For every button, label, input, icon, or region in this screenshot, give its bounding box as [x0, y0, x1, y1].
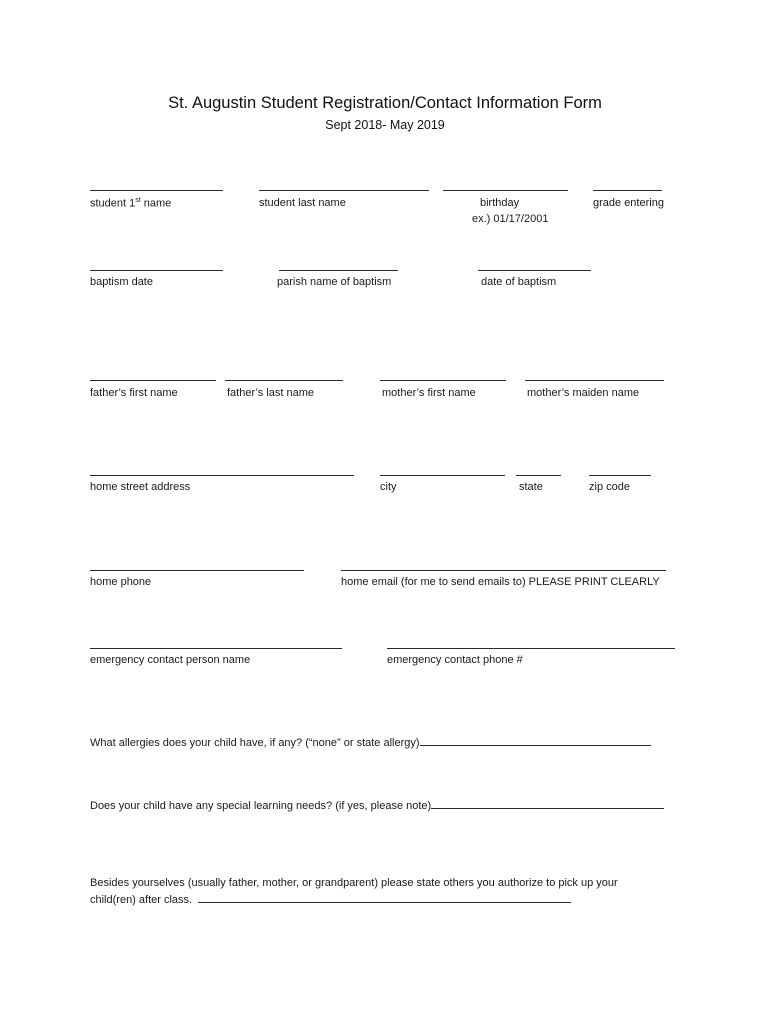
student-first-name-label-text: student 1 — [90, 197, 136, 210]
date-of-baptism-label: date of baptism — [481, 276, 557, 288]
parish-name-label: parish name of baptism — [277, 276, 392, 288]
allergies-answer-field[interactable] — [420, 734, 651, 746]
form-title: St. Augustin Student Registration/Contact Information Form — [168, 94, 602, 112]
pickup-authorized-persons-field[interactable] — [198, 891, 571, 903]
mother-first-name-field[interactable] — [380, 380, 506, 381]
emergency-contact-phone-field[interactable] — [387, 648, 675, 649]
allergies-question-text: What allergies does your child have, if any? (“none” or state allergy) — [90, 737, 420, 749]
father-first-name-field[interactable] — [90, 380, 216, 381]
student-first-name-field[interactable] — [90, 190, 223, 191]
father-last-name-field[interactable] — [225, 380, 343, 381]
birthday-label: birthday — [480, 197, 520, 209]
mother-first-name-label: mother’s first name — [382, 387, 476, 399]
father-first-name-label: father’s first name — [90, 387, 178, 399]
emergency-contact-name-label: emergency contact person name — [90, 654, 251, 666]
state-label: state — [519, 481, 543, 493]
emergency-contact-phone-label: emergency contact phone # — [387, 654, 523, 666]
mother-maiden-name-label: mother’s maiden name — [527, 387, 640, 399]
birthday-example: ex.) 01/17/2001 — [472, 213, 549, 225]
student-first-name-label-suffix: name — [140, 197, 172, 210]
learning-needs-answer-field[interactable] — [431, 797, 664, 809]
home-email-field[interactable] — [341, 570, 666, 571]
student-first-name-label — [90, 197, 171, 210]
allergies-question — [90, 734, 651, 749]
date-of-baptism-field[interactable] — [478, 270, 591, 271]
grade-entering-label: grade entering — [593, 197, 664, 209]
pickup-question-line2: child(ren) after class. — [90, 894, 193, 906]
zip-code-field[interactable] — [589, 475, 651, 476]
learning-needs-question — [90, 797, 664, 812]
pickup-question-line2-wrap — [90, 891, 690, 908]
city-label: city — [380, 481, 397, 493]
father-last-name-label: father’s last name — [227, 387, 315, 399]
pickup-authorization-question — [90, 875, 690, 908]
emergency-contact-name-field[interactable] — [90, 648, 342, 649]
pickup-question-line1: Besides yourselves (usually father, mother, or grandparent) please state others you authorize to pick up your — [90, 877, 618, 889]
state-field[interactable] — [516, 475, 561, 476]
parish-name-field[interactable] — [279, 270, 398, 271]
form-subtitle: Sept 2018- May 2019 — [325, 118, 445, 132]
birthday-field[interactable] — [443, 190, 568, 191]
zip-code-label: zip code — [589, 481, 630, 493]
street-address-label: home street address — [90, 481, 191, 493]
learning-needs-question-text: Does your child have any special learning needs? (if yes, please note) — [90, 800, 432, 812]
city-field[interactable] — [380, 475, 505, 476]
baptism-date-label: baptism date — [90, 276, 153, 288]
student-last-name-label: student last name — [259, 197, 346, 209]
student-last-name-field[interactable] — [259, 190, 429, 191]
home-email-label: home email (for me to send emails to) PLEASE PRINT CLEARLY — [341, 576, 660, 588]
street-address-field[interactable] — [90, 475, 354, 476]
home-phone-field[interactable] — [90, 570, 304, 571]
mother-maiden-name-field[interactable] — [525, 380, 664, 381]
home-phone-label: home phone — [90, 576, 152, 588]
baptism-date-field[interactable] — [90, 270, 223, 271]
ordinal-suffix: st — [135, 197, 141, 204]
grade-entering-field[interactable] — [593, 190, 662, 191]
